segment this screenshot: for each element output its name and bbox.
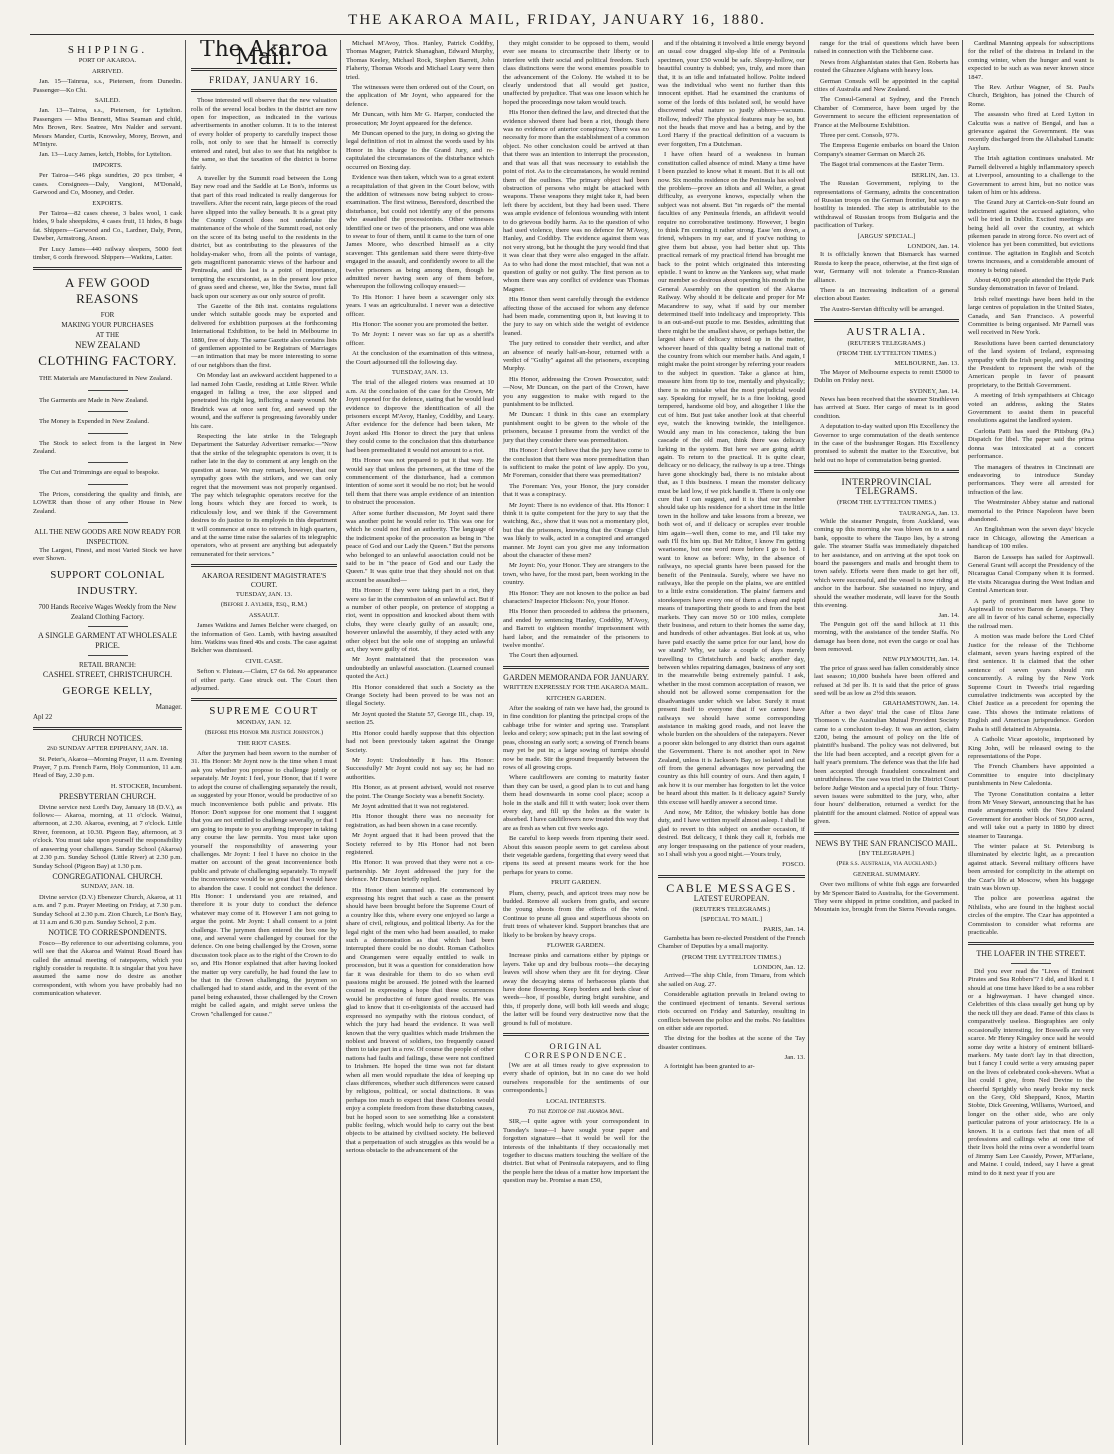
column-4 [500, 40, 652, 1440]
trial-p10: The trial of the alleged rioters was resumed at 10 a.m. At the conclusion of the case for the Crown, Mr Joynt opened for the defence, stating that he would lead evidence to disprove the identification of all the prisoners except M'Avoy, Hanley, Coddiby, and Leary. After evidence for the defence had been taken, Mr Joynt asked His Honor to direct the jury that unless they could come to the conclusion that this disturbance had been premeditated it would not amount to a riot. [346, 379, 494, 454]
trial-p24: His Honor then summed up. He commenced by expressing his regret that such a case as the present should have been brought before the Supreme Court of a country like this, where every one enjoyed so large a share of civil, religious, and political liberty. As for the legal right of the men who had been assailed, to make such a demonstration as that which had been interrupted there could be no doubt. Roman Catholics and Orangemen were equally entitled to walk in procession, but it was a question for consideration how far it was desirable for them to do so when evil passions might be aroused. He joined with the learned counsel in expressing a hope that these occurrences would be productive of future good results. He was glad to know that it co-religionists of the accused had expressed no sympathy with the riotous conduct, of which the jury had heard the evidence. It was well known that the very qualities which made Irishmen the noblest and bravest of soldiers, too frequently caused them to take part in a row. Of course the people of other nations had faults and failings, these were not confined to Irishmen. He hoped the time was not far distant when all men would repudiate the idea of keeping up class differences, whether such differences were caused by religious, political, or social distinctions. It was perhaps too much to expect that these Colonies would enjoy a complete freedom from these disturbing causes, but he hoped soon to see something like a consistent public feeling, which would help to carry out the best objects to be attained by civilised society. He believed that a perpetuation of such struggles as this would be a serious obstacle to the advancement of the [346, 886, 494, 1155]
grahamstown-dateline: GRAHAMSTOWN, Jan. 14. [882, 700, 959, 708]
tauranga-text: While the steamer Penguin, from Auckland, was coming up this morning she was blown on to a sand bank, opposite to where the Taupo lies, by a strong gale. The steamer Staffa was immediately dispatched to her assistance, and on arriving at the spot took on board the passengers and mails and brought them to town safely. Efforts were then made to get her off, which were successful, and the vessel is now riding at anchor in the harbour. She sustained no injury, and should the weather moderate, will leave for the South this evening. [814, 517, 959, 609]
melbourne-dateline: MELBOURNE, Jan. 13. [894, 360, 959, 368]
australia-heading: AUSTRALIA. [846, 326, 927, 339]
ad-new-goods: ALL THE NEW GOODS ARE NOW READY FOR INSPECTION. [34, 528, 181, 546]
arrived-text: Jan. 15—Tainrua, s.s., Pietersen, from Dunedin. Passenger—Ko Chi. [33, 78, 182, 94]
general-summary-label: GENERAL SUMMARY. [853, 870, 920, 878]
summary-p12: The Westminster Abbey statue and national memorial to the Prince Napoleon have been abandoned. [968, 499, 1094, 523]
kitchen-p1: After the soaking of rain we have had, the ground is in fine condition for planting the principal crops of the cabbage tribe for winter and spring use. Transplant leeks and celery; sow spinach; put in the last sowing of peas, choosing an early sort; a sowing of French beans may yet be put in; a large sowing of turnips should now be made. Stir the ground frequently between the rows of all growing crops. [503, 705, 649, 771]
imports-text: Per Tairoa—546 pkgs sundries, 20 pcs timber, 4 cases. Consignees—Daly, Vangioni, M'Donald, Garwood and Co, Mooney, and Order. [33, 172, 182, 197]
church-sign: H. STOCKER, Incumbent. [110, 782, 182, 790]
letter-p1: SIR,—I quite agree with your correspondent in Tuesday's issue—I have sought your paper and forgotten signature—that it would be well for the interests of the inhabitants if they occasionally met together to discuss matters touching the welfare of the district. But what of Peninsula ratepayers, and to fling the people here the ideas of a matter how important the question may be. Promise a man £50, [503, 1118, 649, 1185]
editorial-p5: Respecting the late strike in the Telegraph Department the Saturday Advertiser remarks:—"Now that the strike of the telegraphic operators is over, it is rather late in the day to comment at any length on the question at issue. We may remark, however, that our sympathy goes with the strikers, and we can only regret that the movement was not properly organised. The pay which telegraphic operators receive for the long hours which they are forced to work, is ridiculously low, and we think if the Government desires to do justice to its employés in this department it will commence at once to retrench in high quarters, and at the same time raise the salaries of its telegraphic operators, who at present are anything but adequately remunerated for their services." [191, 433, 337, 558]
summary-p18: The French Chambers have appointed a Committee to enquire into disciplinary punishments in New Caledonia. [968, 763, 1094, 788]
church-sub: 2nd SUNDAY AFTER EPIPHANY, JAN. 18. [46, 745, 169, 753]
exports-text-2: Per Lucy James—440 railway sleepers, 5000 feet timber, 6 cords firewood. Shippers—Watkins, Latter. [33, 245, 182, 261]
london-dateline: LONDON, Jan. 12. [753, 964, 805, 972]
verdict-p3: His Honor then went carefully through the evidence affecting those of the accused for whom any defence had been made, commenting upon it, but leaving it to the jury to say on which side the weight of evidence leaned. [503, 296, 649, 337]
verdict-p2: His Honor then defined the law, and directed that the evidence showed there had been a riot, though there was no evidence of anterior conspiracy. There was no necessity for more than the establishment of a common object. No other conclusion could be arrived at than that there was an intention to interrupt the procession, and that was all that was necessary to establish the point of riot. As to the circumstances, he would remind them of the outlines. The primary object had been obstruction of persons who might be attacked with weapons. These weapons they might take it, had been left there by accident, but they had been used. There was ample evidence of felonious wounding with intent to do grievous bodily harm. As to the question of who had used violence, there was no defence for M'Avoy, Hanley, and Coddiby. The evidence against them was not very strong, but he thought the jury would find that it was clear that they were also engaged in the affair. As to who had done the most mischief, that was not a question of guilty or not guilty. The first person as to whom there was any conflict of evidence was Thomas Magner. [503, 109, 649, 293]
verdict-p4: The jury retired to consider their verdict, and after an absence of nearly half-an-hour, returned with a verdict of "Guilty" against all the prisoners, excepting Murphy. [503, 340, 649, 373]
london-text-3: The diving for the bodies at the scene of the Tay disaster continues. [658, 1035, 805, 1051]
cable-p7: The Bagot trial commences at the Easter Term. [820, 161, 944, 169]
ad-support-industry: SUPPORT COLONIAL INDUSTRY. [50, 568, 165, 597]
column-2 [188, 40, 340, 1440]
ad-reason-6: The Prices, considering the quality and finish, are LOWER than those of any other House in New Zealand. [33, 490, 182, 515]
special-label: [SPECIAL TO MAIL.] [700, 916, 763, 924]
trial-p8: To Mr Joynt: I never was so far up as a sheriff's officer. [346, 331, 494, 347]
lyttelton-label: (FROM THE LYTTELTON TIMES.) [681, 953, 782, 961]
trial-p20: Mr Joynt admitted that it was not registered. [352, 802, 469, 810]
ad-hands: 700 Hands Receive Wages Weekly from the New Zealand Clothing Factory. [38, 602, 177, 621]
editorial-p1: Those interested will observe that the new valuation rolls of the several local bodies in the district are now open for inspection, as indicated in the various advertisements in another column. It is to the interest of every holder of property to carefully inspect those rolls, not only to see that he himself is correctly entered and rated, but also to see that his neighbor is the same, so that the taxation of the district is borne fairly. [191, 97, 337, 172]
tauranga-dateline: TAURANGA, Jan. 13. [898, 509, 959, 517]
verdict-p7: His Honor: I don't believe that the jury have come to the conclusion that there was more premeditation than is sufficient to make the point of law apply. Do you, Mr Foreman, consider that there was premeditation? [503, 447, 649, 480]
grahamstown-text: After a two days' trial the case of Eliza Jane Thomson v. the Australian Mutual Provident Society came to a conclusion to-day. It was an action, claim £200, being the amount of policy on the life of plaintiff's husband. The policy was not delivered, but the life had been accepted, and a receipt given for a half year's premium. The defence was that the life had been accepted through fraudulent concealment and untruthfulness. The case was tried in the District Court before Judge Weston and a special jury of four. Thirty-seven issues were submitted to the jury, who, after four hours' deliberation, returned a verdict for the plaintiff for the amount claimed. Notice of appeal was given. [814, 708, 959, 826]
reuters-label-2: (REUTER'S TELEGRAMS.) [847, 339, 926, 347]
notice-heading: NOTICE TO CORRESPONDENTS. [48, 928, 167, 938]
sailed-text: Jan. 13—Tairoa, s.s., Pietersen, for Lyttelton. Passengers — Miss Bennett, Miss Seaman and child, Mrs Brown, Rev. Seatree, Mrs Nalder and servant. Messrs Mander, Curtis, Knowsley, Morey, Brown, and M'Intyre. [33, 107, 182, 149]
ad-title: A FEW GOOD REASONS [65, 275, 150, 307]
arrived-label: ARRIVED. [92, 67, 123, 75]
editorial-p4: On Monday last an awkward accident happened to a lad named John Castle, residing at Little River. While engaged in falling a tree, the axe slipped and penetrated his right leg, inflicting a nasty wound. Mr Bradrick was at once sent for, and sewed up the wound, and the sufferer is progressing favorably under his care. [191, 372, 337, 430]
sailed-text-2: Jan. 13—Lucy James, ketch, Hobbs, for Lyttelton. [39, 151, 172, 159]
paris-dateline: PARIS, Jan. 14. [763, 926, 805, 934]
summary-p1: Cardinal Manning appeals for subscriptions for the relief of the distress in Ireland in the coming winter, when the hunger and want is expected to be such as was never known since 1847. [968, 40, 1094, 81]
cable-p4: The Consul-General at Sydney, and the French Chamber of Commerce, have been urged by the Government to secure the efficient representation of France at the Melbourne Exhibition. [814, 96, 959, 129]
london-text-4: A fortnight has been granted to ar- [664, 1062, 755, 1070]
civil-label: CIVIL CASE. [245, 657, 283, 665]
ad-at: AT THE [95, 331, 120, 340]
ad-for: FOR [100, 311, 115, 320]
ad-reason-8: The Largest, Finest, and most Varied Stock we have ever Shown. [33, 547, 182, 563]
paris-text: Gambetta has been re-elected President of the French Chamber of Deputies by a small majority. [658, 934, 805, 951]
column-6 [811, 40, 962, 1440]
civil-text: Sefton v. Fluteau.—Claim, £7 6s 6d. No appearance of either party. Case struck out. The Court then adjourned. [191, 668, 337, 693]
summary-p13: An Englishman won the seven days' bicycle race in Chicago, allowing the American a handicap of 100 miles. [968, 526, 1094, 551]
sydney-text-2: A deputation to-day waited upon His Excellency the Governor to urge commutation of the death sentence in the case of the bushranger Rogan. His Excellency promised to submit the matter to the Executive, but held out no hope of commutation being granted. [814, 423, 959, 464]
section-rule [33, 267, 182, 270]
column-divider [962, 40, 963, 1445]
masthead-rule [30, 34, 1094, 35]
letter-p4: And now, Mr Editor, the whiskey bottle has done duty, and I have written myself almost asleep. I shall be glad to revert to this subject on another occasion, if desired. But delicacy, I think they call it, forbids me any longer trespassing on the patience of your readers, so I shall wish you a good night.—Yours truly, [658, 808, 805, 858]
cable-p3: German Consuls will be appointed in the capital cities of Australia and New Zealand. [814, 77, 959, 94]
trial-p1: Michael M'Avoy, Thos. Hanley, Patrick Coddiby, Thomas Magner, Patrick Shanaghan, Edward Murphy, Thomas Keeley, Michael Rock, Stephen Barrett, John Flaherty, Thomas Woods and Michael Leary were then tried. [346, 40, 494, 81]
london14-c: The Austro-Servian difficulty will be arranged. [820, 305, 945, 313]
tuesday-date: TUESDAY, JAN. 13. [391, 369, 449, 377]
summary-p19: The Tyrone Constitution contains a letter from Mr Vesey Stewart, announcing that he has made arrangements with the New Zealand Government for another block of 50,000 acres, and will take out a party in 1880 by direct steamer to Tauranga. [968, 790, 1094, 840]
imports-label: IMPORTS. [92, 161, 123, 169]
trial-p2: The witnesses were then ordered out of the Court, on the application of Mr Joynt, who appeared for the defence. [346, 84, 494, 108]
summary-p17: A Catholic Vicar apostolic, imprisoned by King John, will be released owing to the representations of the Pope. [968, 736, 1094, 760]
trial-p12: After some further discussion, Mr Joynt said there was another point he would refer to. This was one for which he could not find an authority. The language of the indictment spoke of the procession as being in "the peace of God and our Lady the Queen." But the persons who belonged to an unlawful association could not be said to be in "the peace of God and our Lady the Queen." It was quite true that they should not on that account be assaulted— [346, 509, 494, 584]
london-text: Arrived—The ship Chile, from Timaru, from which she sailed on Aug. 27. [658, 972, 805, 988]
verdict-p8: The Foreman: Yes, your Honor, the jury consider that it was a conspiracy. [503, 482, 649, 499]
summary-p4: The Irish agitation continues unabated. Mr Parnell delivered a highly inflammatory speech at Liverpool, amounting to a challenge to the Government to arrest him, but no notice was taken of him or his address. [968, 155, 1094, 196]
summary-p6: About 40,000 people attended the Hyde Park Sunday demonstration in favor of Ireland. [968, 276, 1094, 293]
trial-p13: His Honor: If they were taking part in a riot, they were so far in the commission of an unlawful act. But if a number of other people, on pretence of stopping a riot, went in opposition and knocked about them with clubs, they were clearly guilty of an assault; one, however unlawful the assembly, if they acted with any other object but the sole one of stopping an unlawful act, they were guilty of riot. [346, 587, 494, 654]
loafer-p1: Did you ever read the "Lives of Eminent Pirates and Sea Robbers"? I did, and liked it. I should at one time have liked to be a sea robber or a highwayman. I have changed since. Celebrities of this class usually get hung up by the neck till they are dead. Fame of this class is comparatively useless. Biographies are only occasionally interesting, for Boswells are very scarce. Mr Henry Kingsley once said he would some day write a history of eminent billiard-markers. My taste don't lay in that direction, but I fancy I could write a very amusing paper on the lives of celebrated cook-shevers. What a list could I give, from Ned Devine to the cheerful Sprightly who nearly broke my neck on the Grey, Old Sheppard, Knox, Martin Stobie, Dick Greening, Williams, Wurtoed, and longer on the other side, who are only particular patrons of your aristocracy. He is a known. It is a curious fact that men of all professions and callings who at one time of their lives hold the reins over a wonderful team of Jimmy Sam Lee Cassidy, Power, M'Farlane, and Maine. I could, indeed, say I have a great mind to do it next year if you are [968, 967, 1094, 1177]
london14-b: There is an increasing indication of a general election about Easter. [814, 286, 959, 303]
kitchen-garden-label: KITCHEN GARDEN. [546, 694, 606, 702]
summary-p14: Baron de Lesseps has sailed for Aspinwall. General Grant will accept the Presidency of the Nicaragua Canal Company when it is formed. He visits Nicaragua during the West Indian and Central American tour. [968, 553, 1094, 595]
london-text-2: Considerable agitation prevails in Ireland owing to the continued ejectment of tenants. Several serious riots occurred on Friday and Saturday, resulting in conflicts between the police and the mobs. No fatalities on either side are reported. [658, 991, 805, 1032]
general-summary-text: Over two millions of white fish eggs are forwarded by Mr Spencer Baird to Australia, for the Government. They were shipped in prime condition, and packed in Mountain ice, brought from the Sierra Nevada ranges. [814, 881, 959, 914]
per-australia-label: (Per s.s. Australia, via Auckland.) [836, 860, 937, 868]
church-text: St. Peter's, Akaroa—Morning Prayer, 11 a.m. Evening Prayer, 7 p.m. French Farm, Holy Communion, 11 a.m. Head of Bay, 2.30 p.m. [33, 755, 182, 780]
column-3 [343, 40, 497, 1440]
supreme-before: (Before His Honor Mr Justice Johnston.) [204, 729, 324, 737]
flower-garden-label: FLOWER GARDEN. [547, 942, 605, 950]
correspondence-note: [We are at all times ready to give expression to every shade of opinion, but in no case do we hold ourselves responsible for the sentiments of our correspondents.] [503, 1061, 649, 1095]
trial-p9: At the conclusion of the examination of this witness, the Court adjourned till the following day. [346, 350, 494, 366]
letter-p2: and if the obtaining it involved a little energy beyond an usual cow dragged slip-slop life of a Peninsula specimen, your £50 would be safe. Sleepy-hollow, our beautiful country is dubbed; yes, truly, and more than that, it is an idle and infatuated hollow. Polite indeed was the individual who went no further than this innocent epithet. Had he examined the craniums of some of the lords of this isolated soil, he would have discovered what nature so justly abhors—vacuum. Hollow, indeed? The physical features may be so, but not the heads that move and has a being, and by the Lord Harry if the practical definition of a vacuum is ever forgotten, I'm a Dutchman. [658, 40, 805, 148]
ad-george-kelly: GEORGE KELLY, [62, 684, 153, 697]
lyttelton-label-2: (FROM THE LYTTELTON TIMES.) [836, 350, 937, 357]
kitchen-p2: Where cauliflowers are coming to maturity faster than they can be used, a good plan is to cut and hang them head downwards in some cool place; scoop a hole in the stalk and fill it with water; look over them every day, and fill up the holes as the water is absorbed. I have cauliflowers now treated this way that are as fresh as when cut five weeks ago. [503, 774, 649, 832]
london14-a: It is officially known that Bismarck has warned Russia to keep the peace, otherwise, at the first sign of war, Germany will not tolerate a Franco-Russian alliance. [814, 251, 959, 284]
summary-p20: The winter palace at St. Petersburg is illuminated by electric light, as a precaution against attack. Several military officers have been arrested for complicity in the attempt on the Czar's life at Moscow, when his baggage train was blown up. [968, 842, 1094, 892]
trial-p6: To His Honor: I have been a scavenger only six years. I was an agriculturalist. I never was a detective officer. [346, 293, 494, 318]
church-heading: CHURCH NOTICES. [71, 733, 144, 743]
summary-p2: The Rev. Arthur Wagner, of St. Paul's Church, Brighton, has joined the Church of Rome. [968, 84, 1094, 108]
ad-cashel-street: CASHEL STREET, CHRISTCHURCH. [42, 669, 173, 679]
summary-p9: A meeting of Irish sympathisers at Chicago voted an address, asking the States Government to assist them in peaceful resolutions against the landlord system. [968, 392, 1094, 425]
congregational-heading: CONGREGATIONAL CHURCH. [52, 871, 163, 881]
trial-p22: Mr Joynt argued that it had been proved that the Society referred to by His Honor had not been registered. [346, 832, 494, 856]
ad-reason-2: The Garments are Made in New Zealand. [39, 396, 149, 404]
ad-retail-branch: RETAIL BRANCH: [79, 660, 136, 669]
cable-p6: The Empress Eugenie embarks on board the Union Company's steamer German on March 26. [814, 142, 959, 158]
summary-p10: Carlotta Patti has sued the Pittsburg (Pa.) Dispatch for libel. The paper said the prima donna was intoxicated at a concert performance. [968, 427, 1094, 461]
court-date: TUESDAY, JAN. 13. [235, 590, 293, 598]
column-7 [965, 40, 1097, 1440]
column-divider [652, 40, 653, 1445]
verdict-p9: Mr Joynt: There is no evidence of that. His Honor: I think it is quite competent for the jury to say that the watching, &c., show that it was not a momentary plot, but that the prisoners, knowing that the Orange Club was likely to walk, acted in a conspired and arranged manner. Mr Joynt can you give me any information about the character of these men? [503, 501, 649, 559]
trial-p5: Evidence was then taken, which was to a great extent a recapitulation of that given in the Court below, with the addition of witnesses now being subject to cross-examination. The first witness, Beresford, described the disturbance, but could not identify any of the persons who assaulted the processionists. Other witnesses identified one or two of the prisoners, and one was able to swear to four of them, until it came to the turn of one James Moore, who described himself as a city scavenger. This gentleman said there were thirty-five engaged in the assault, and confidently swore to all the twelve prisoners as being among them, though he admitted never having seen any of them before, whereupon the following colloquy ensued:— [346, 174, 494, 291]
summary-p11: The managers of theatres in Cincinnati are endeavoring to introduce Sunday performances. They were all arrested for infraction of the law. [968, 463, 1094, 496]
sydney-dateline: SYDNEY, Jan. 14. [909, 387, 959, 395]
column-divider [185, 40, 186, 1445]
column-divider [340, 40, 341, 1445]
interprovincial-heading: INTERPROVINCIAL TELEGRAMS. [841, 478, 932, 497]
trial-p11: His Honor was not prepared to put it that way. He would say that unless the prisoners, at the time of the commencement of the disturbance, had a common intention of some sort it would be no riot; but he would tell them that there was ample evidence of an intention to obstruct the procession. [346, 457, 494, 507]
shipping-heading: SHIPPING. [67, 44, 148, 56]
sydney-text: News has been received that the steamer Strathleven has arrived at Suez. Her cargo of meat is in good condition. [814, 396, 959, 420]
by-telegraph-label: [BY TELEGRAPH.] [859, 849, 914, 857]
verdict-p10: Mr Joynt: No, your Honor. They are strangers to the town, who have, for the most part, been working in the country. [503, 562, 649, 587]
court-before: (Before J. Aylmer, Esq., R.M.) [220, 601, 308, 609]
verdict-p6: Mr Duncan: I think in this case an exemplary punishment ought to be given to the whole of the prisoners, because I presume from the verdict of the jury that they consider there was premeditation. [503, 411, 649, 444]
ad-reason-5: The Cut and Trimmings are equal to bespoke. [39, 469, 160, 477]
berlin-dateline: BERLIN, Jan. 13. [911, 171, 959, 179]
letter-p3: I have often heard of a weakness in human constitution called absence of mind. Many a time have I been puzzled to know what it meant. But it is all out now. Six months residence on the Peninsula has solved the problem—prove an idiots and all Welter, a great difficulty, as everyone knows, especially when the subject was not absent. But "in regards of" the mental faculties of any Peninsula friends, an affidavit would require no corroborative testimony. However, I begin to think I'm coming it rather strong. Ease 'em down, a friend, whispers in my ear, and if you've nothing to give them but abuse, you had better shut up. This practical remark of my practical friend has brought me back to the point which originated this interesting epistle. I want to know as the Yankees say, what made our member so desirous about opening his mouth in the General Assembly on the question of the Akaroa Railway. Why should it be delicate and proper for Mr Macandrew to say, what if said by our member determined itself into indelicacy and impropriety. This is an out-and-out puzzle to me. Besides, admitting that there might be the smallest shave, or perhaps better, the largest shave of delicacy mixed up in the matter, whoever heard of this quality being a national trait of the country from which our member hails. And again, I might make the point stronger by referring your readers to the subject in question. Take a glance at him, measure him from tip to toe, mentally and physically; there is no mistake what the most prejudicial would say. Speaking for myself, he is a fine looking, good tempered, handsome old boy, and altogether I like the cut of him. But just take another look at that cheerful eye, watch the knowing twinkle, the intelligence. Would any man in his conscience, taking the bun cascade of the old man, think there was delicacy lurking in the system. But here we are going adrift again. To return to the practical. It is quite clear, delicacy or no delicacy, the railway is up a tree. Things have gone shockingly bad, there is no mistake about that, as I this business. I mean the monster delicacy must be laid low, if we pick handle it. There is only one cure that I can suggest, and it is that our member should take up his residence for a short time in the little town in the hollow and take lessons from a breeze, we both wot of, and if delicacy or scruples ever trouble him again—well then, come to me, and I'll take my oath I'll fix him up. But Mr Editor, I know I'm getting wearisome, but one word more before I go to bed. I want to know as before: Why, in the absence of railways, no special grants have been passed for the benefit of the Peninsula. Surely, where we have no railways, like the people on the plains, we are entitled to a little extra consideration. The plains' farmers and storekeepers have every one of them a cheap and rapid means of transporting their goods to and from the best markets. They can move 50 or 100 miles, complete their business, and return to their homes the same day, and hundreds of other advantages. But look at us, who have paid exactly the same price for our land, how do we stand? Why, we take a couple of days merely travelling to Christchurch and back; another day, between whiles repairing damages, business of any sort in the meanwhile being extremely painful. I ask, whether in the most common acceptation of reason, we should not be allowed some compensation for the disadvantages under which we labor. Surely it must present itself to everyone that if we cannot have railways we should have some corresponding assistance in making good roads, and not leave the whole burden on the shoulders of the ratepayers. Never a poorer skin belonged to any district than ours against the Government. There is not another spot in New Zealand, unless it is Jackson's Bay, so isolated and cut off from the general advantages now pervading the country as this hill country of ours. And then again, I ask how it is our member has forgotten to let the voice be heard about this matter. Is it delicacy again? Surely this excuse will hardly answer a second time. [658, 151, 805, 806]
editorial-p3: The Gazette of the 8th inst. contains regulations under which suitable goods may be exported and delivered for exhibition purposes at the forthcoming International Exhibition, to be held in Melbourne in 1880, free of duty. The same Gazette also contains lists of gentlemen appointed to be Registrars of Marriages—an intimation that may be more interesting to some of our neighbors than the first. [191, 302, 337, 369]
summary-p3: The assassin who fired at Lord Lytton in Calcutta was a native of Bengal, and has a grievance against the Government. He was recently discharged from the Allahabad Lunatic Asylum. [968, 111, 1094, 152]
latest-european-heading: LATEST EUROPEAN. [693, 894, 770, 904]
summary-p21: The police are powerless against the Nihilists, who are found in the highest social circles of the empire. The Czar has appointed a Commission to consider what reforms are practicable. [968, 895, 1094, 937]
exports-label: EXPORTS. [92, 199, 123, 207]
cable-p1: range for the trial of questions which have been raised in connection with the Tichborne case. [814, 40, 959, 56]
column-divider [808, 40, 809, 1445]
editorial-p2: A traveller by the Summit road between the Long Bay new road and the Saddle at Le Bon's, informs us that part of this road indicated is really dangerous for travellers. After the recent rain, large pieces of the road have slipped into the valley beneath. It is a great pity the County Council does not undertake the maintenance of the whole of the Summit road, not only on the score of its being useful to the residents in the district, but as contributing to the pleasures of the holiday-maker who, from all the points of vantage, gets magnificent panoramic views of the harbour and Peninsula, and this last is a point of importance, tempting the excursionist, as in the present low price of grass seed and cheese, we, like the Swiss, must fall back upon our scenery as our only source of profit. [191, 174, 337, 300]
masthead: THE AKAROA MAIL, FRIDAY, JANUARY 16, 1880. [348, 12, 766, 28]
trial-p21: His Honor thought there was no necessity for registration, as had been shown in a case recently. [346, 813, 494, 829]
summary-p16: A motion was made before the Lord Chief Justice for the release of the Tichborne claimant, seven years having expired of the first sentence. It is claimed that the other sentence of seven years should run concurrently. A ruling by the New York Supreme Court in Tweed's trial regarding cumulative indictments was accepted by the Chief Justice as a precedent for opening the case. This shows the intimate relations of English and American jurisprudence. Gordon Pasha is still detained in Abyssinia. [968, 633, 1094, 733]
ad-reason-3: The Money is Expended in New Zealand. [39, 418, 150, 426]
jan13-dateline: Jan. 13. [784, 1054, 805, 1062]
jan14-dateline: Jan. 14. [938, 612, 959, 620]
cable-p5: Three per cent. Consols, 97⅞. [820, 132, 900, 140]
trial-p17: His Honor could hardly suppose that this objection had not been previously taken against the Orange Society. [346, 729, 494, 754]
garden-subheading: WRITTEN EXPRESSLY FOR THE AKAROA MAIL. [503, 684, 649, 692]
verdict-p5: His Honor, addressing the Crown Prosecutor, said:—Now, Mr Duncan, on the part of the Crown, have you any suggestion to make with regard to the punishment to be inflicted. [503, 375, 649, 409]
london14-dateline: LONDON, Jan. 14. [907, 242, 959, 250]
berlin-text: The Russian Government, replying to the representations of Germany, admits the concentration of Russian troops on the German frontier, but says no hostility is intended. The step is attributable to the withdrawal of Russian troops from Bulgaria and the pacification of Turkey. [814, 180, 959, 230]
port-heading: PORT OF AKAROA. [78, 57, 137, 65]
trial-p14: Mr Joynt maintained that the procession was undoubtedly an unlawful association. (Learned counsel quoted the Act.) [346, 656, 494, 681]
reuters-label: (REUTER'S TELEGRAMS.) [692, 905, 771, 913]
trial-p16: Mr Joynt quoted the Statute 57, George III., chap. 19, section 25. [346, 710, 494, 727]
ad-clothing-factory: CLOTHING FACTORY. [38, 353, 177, 369]
ad-reason-1: THE Materials are Manufactured in New Zealand. [39, 375, 173, 383]
summary-p8: Resolutions have been carried denunciatory of the land system of Ireland, expressing sympathy with the Irish people, and requesting the President to represent the wish of the American people in favor of peasant proprietary, to the British Government. [968, 339, 1094, 389]
presbyterian-heading: PRESBYTERIAN CHURCH. [59, 792, 156, 802]
column-5 [655, 40, 808, 1440]
ad-single-garment: A SINGLE GARMENT AT WHOLESALE PRICE. [37, 630, 178, 650]
kitchen-p3: Be careful to keep weeds from ripening their seed. About this season people seem to get careless about their vegetable gardens, forgetting that every weed that ripens its seed at present means work for the hoe perhaps for years to come. [503, 835, 649, 876]
new-plymouth-text: The price of grass seed has fallen considerably since last season; 10,000 bushels have been offered and refused at 3d per lb. It is said that the price of grass seed will be as low as 2½d this season. [814, 664, 959, 698]
loafer-heading: THE LOAFER IN THE STREET. [976, 949, 1086, 959]
correspondence-heading: ORIGINAL CORRESPONDENCE. [524, 1041, 628, 1060]
newspaper-title: The Akaroa Mail. [199, 40, 329, 71]
flower-p1: Increase pinks and carnations either by pipings or layers. Take up and dry bulbous roots—the decaying leaves will show when they are fit for drying. Clear away the decaying stems of herbaceous plants that have done flowering. Keep borders and beds clear of weeds—hoe, if possible, during bright sunshine, and this, if properly done, will both kill weeds and slugs; the latter will be found very destructive now that the ground is full of moisture. [503, 952, 649, 1027]
new-plymouth-dateline: NEW PLYMOUTH, Jan. 14. [882, 656, 959, 664]
argus-label: [ARGUS' SPECIAL.] [857, 232, 916, 240]
melbourne-text: The Mayor of Melbourne expects to remit £5000 to Dublin on Friday next. [814, 368, 959, 385]
summary-p15: A party of prominent men have gone to Aspinwall to receive Baron de Lesseps. They are all in favor of his canal scheme, especially the railroad men. [968, 597, 1094, 630]
ad-making: MAKING YOUR PURCHASES [61, 321, 154, 330]
lyttelton-label-3: (FROM THE LYTTELTON TIMES.) [836, 499, 937, 507]
verdict-p11: His Honor: They are not known to the police as bad characters? Inspector Hickson: No, your Honor. [503, 589, 649, 605]
cable-messages-heading: CABLE MESSAGES. [666, 880, 797, 895]
supreme-court-heading: SUPREME COURT [209, 705, 319, 718]
ad-reason-4: The Stock to select from is the largest in New Zealand. [33, 439, 182, 455]
trial-p18: Mr Joynt: Undoubtedly it has. His Honor: Successfully? Mr Joynt could not say so; he had no authorities. [346, 756, 494, 781]
riot-text: After the jurymen had been sworn to the number of 31. His Honor: Mr Joynt now is the time when I must ask you whether you propose to challenge jointly or separately. Mr Joynt: I feel, your Honor, that if I were to adopt the course of challenging separately the result, as suggested by your Honor, would be productive of so much inconvenience both public and private. His Honor: Don't suppose for one moment that I suggest that you are not entitled to challenge severally, or that I am going to impute to you anything improper in taking any course the law permits. You must take upon yourself the responsibility of answering your challenges. Mr Joynt: I feel I have no choice in the matter on account of the great inconvenience both public and private of challenging separately. To myself the inconvenience would be so great that I would have to abandon the case. I could not conduct the defence. His Honor: I understand you are retained, and therefore it is your duty to conduct the defence whatever may come of it. However I am not going to argue the point. Mr Joynt: I shall consent to a joint challenge. The jurymen then entered the box one by one, and several were challenged by counsel for the defence. On one being challenged by the Crown, some discussion took place as to the right of the Crown to do so, and His Honor explained that after having looked the matter up very carefully, he had found the law to be that in the Crown challenging, the jurymen so challenged had to stand aside, and in the event of the panel being exhausted, those challenged by the Crown might be called again, and might serve unless the Crown "challenged for cause." [191, 750, 337, 1018]
verdict-p1: they might consider to be opposed to them, would ever see means to circumscribe their liberty or to interfere with their social and political freedom. Such class distinctions were the worst enemies possible to the advancement of the Colony. He wished it to be clearly understood that all would get justice, unaffected by prejudice. That was one lesson which he hoped the proceedings now taken would teach. [503, 40, 649, 106]
notice-text: Fosco—By reference to our advertising columns, you will see that the Akaroa and Wainui Road Board has called the annual meeting of ratepayers, which you rightly consider is requisite. It is singular that you have assumed the same now do desire as another correspondent, with whom you have probably had no communication whatever. [33, 939, 182, 998]
trial-p15: His Honor considered that such a Society as the Orange Society had been proved to be was not an illegal Society. [346, 683, 494, 708]
trial-p4: Mr Duncan opened to the jury, in doing so giving the legal definition of riot in almost the words used by his Honor in his charge to the Grand Jury, and re-capitulated the circumstances of the disturbance which occurred on Boxing day. [346, 130, 494, 171]
summary-p5: The Grand Jury at Carrick-on-Suir found an indictment against the accused agitators, who will be tried in Dublin. Excited meetings are being held all over the country, at which pikemen parade in strong force. No overt act of violence has yet been committed, but evictions continue. The agitation in English and Scotch towns increases, and a considerable amount of money is being raised. [968, 199, 1094, 274]
issue-date: FRIDAY, JANUARY 16. [209, 74, 319, 85]
verdict-p13: The Court then adjourned. [509, 652, 579, 660]
verdict-p12: His Honor then proceeded to address the prisoners, and ended by sentencing Hanley, Coddiby, M'Avoy, and Barrett to eighteen months' imprisonment with hard labor, and the remainder of the prisoners to twelve months'. [503, 608, 649, 650]
tauranga-text-2: The Penguin got off the sand hillock at 11 this morning, with the assistance of the tender Staffa. No damage has been done, not even the cargo or coal has been removed. [814, 620, 959, 653]
assault-text: James Watkins and James Belcher were charged, on the information of Geo. Lamb, with having assaulted him. Watkins was fined 40s and costs. The case against Belcher was dismissed. [191, 622, 337, 655]
congregational-sub: SUNDAY, JAN. 18. [81, 883, 134, 891]
riot-label: THE RIOT CASES. [237, 739, 291, 747]
to-editor: To the Editor of the Akaroa Mail. [527, 1107, 625, 1115]
trial-p19: His Honor, as at present advised, would not reserve the point. The Orange Society was a benefit Society. [346, 784, 494, 800]
column-1 [30, 40, 185, 1440]
garden-heading: GARDEN MEMORANDA FOR JANUARY. [503, 672, 649, 682]
congregational-text: Divine service (D.V.) Ebenezer Church, Akaroa, at 11 a.m. and 7 p.m. Prayer Meeting on Friday, at 7.30 p.m. Sunday School at 2.30 p.m. Zion Church, Le Bon's Bay, at 11 a.m and 6.30 p.m. Sunday School, 2 p.m. [33, 893, 182, 926]
presbyterian-text: Divine service next Lord's Day, January 18 (D.V.), as follows:— Akaroa, morning, at 11 o'clock. Wainui, afternoon, at 2.30. Akaroa, evening, at 7 o'clock. Little River, forenoon, at 10.30. Pigeon Bay, afternoon, at 3 o'clock. You must take upon yourself the responsibility of answering your challenges. Sunday School (Akaroa) at 2.30 p.m. Sunday School (Little River) at 2.30 p.m. Sunday School (Pigeon Bay) at 1.30 p.m. [33, 803, 182, 870]
trial-p7: His Honor: The sooner you are promoted the better. [352, 321, 489, 328]
letter-signature: FOSCO. [782, 861, 805, 869]
fruit-p1: Plum, cherry, peach, and apricot trees may now be budded. Remove all suckers from grafts, and secure the young shoots from the effects of the wind. Continue to prune all grass and superfluous shoots on fruit trees of whatever kind. Support branches that are likely to be broken by heavy crops. [503, 889, 649, 939]
sailed-label: SAILED. [94, 97, 121, 105]
fruit-garden-label: FRUIT GARDEN. [551, 879, 601, 887]
supreme-date: MONDAY, JAN. 12. [236, 718, 292, 726]
local-interests-heading: LOCAL INTERESTS. [546, 1097, 606, 1105]
ad-date: Apl 22 [33, 712, 53, 721]
ad-manager: Manager. [155, 702, 182, 711]
court-heading: AKAROA RESIDENT MAGISTRATE'S COURT. [201, 571, 327, 589]
trial-p3: Mr Duncan, with him Mr G. Harper, conducted the prosecution; Mr Joynt appeared for the defence. [346, 111, 494, 127]
assault-label: ASSAULT. [248, 611, 280, 619]
ad-new-zealand: NEW ZEALAND [74, 340, 141, 351]
column-divider [497, 40, 498, 1445]
san-francisco-heading: NEWS BY THE SAN FRANCISCO MAIL. [815, 838, 958, 848]
exports-text: Per Tairoa—82 cases cheese, 3 bales wool, 1 cask hides, 9 bale sheepskins, 4 cases fruit, 11 hides, 8 bags fat. Shippers—Garwood and Co., Lardner, Daly, Penn, Dawber, Armstrong, Anson. [33, 209, 182, 243]
summary-p7: Irish relief meetings have been held in the large centres of population in the United States, Canada, and San Francisco. A powerful Committee is being organised. Mr Parnell was well received in New York. [968, 295, 1094, 337]
cable-p2: News from Afghanistan states that Gen. Roberts has routed the Ghuznee Afghans with heavy loss. [814, 58, 959, 75]
trial-p23: His Honor: It was proved that they were not a co-partnership. Mr Joynt addressed the jury for the defence. Mr Duncan briefly replied. [346, 859, 494, 884]
